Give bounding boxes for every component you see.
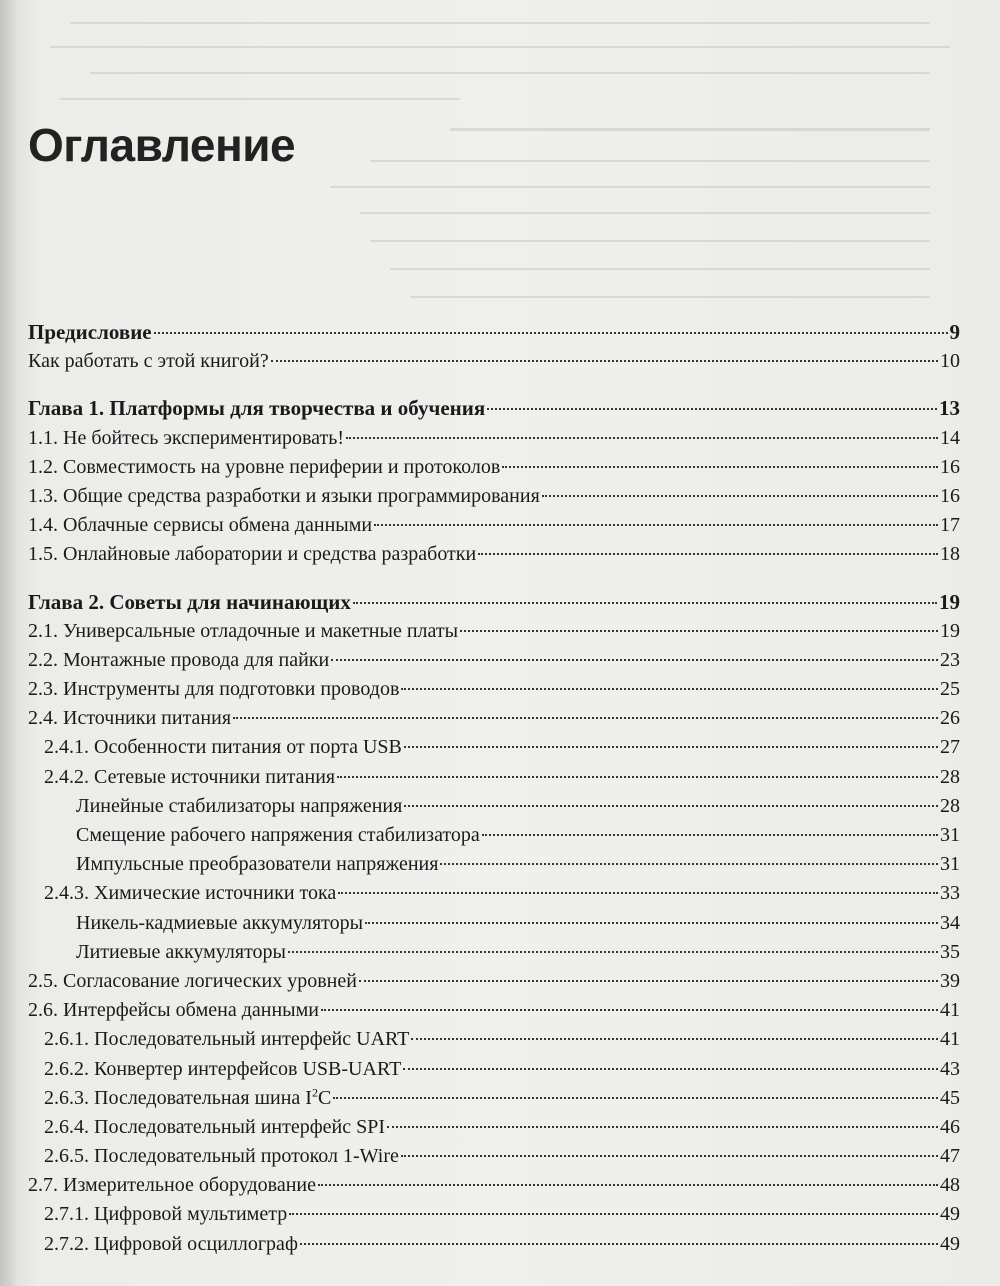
toc-entry-page-number: 27 <box>940 736 960 759</box>
dot-leader <box>271 360 938 362</box>
toc-entry-title <box>44 1230 298 1259</box>
dot-leader <box>542 495 938 497</box>
toc-entry <box>28 675 960 704</box>
toc-entry <box>28 617 960 646</box>
dot-leader <box>411 1038 938 1040</box>
toc-entry-page-number: 46 <box>940 1115 960 1138</box>
dot-leader <box>300 1243 938 1245</box>
toc-entry <box>28 996 960 1025</box>
dot-leader <box>482 834 938 836</box>
toc-entry-title <box>44 1113 385 1142</box>
toc-entry <box>28 453 960 482</box>
toc-entry-title-text: 2.6.3. Последовательная шина I <box>44 1086 312 1109</box>
toc-entry-page-number: 28 <box>940 794 960 817</box>
toc-entry-page-number: 31 <box>940 853 960 876</box>
dot-leader <box>233 717 938 719</box>
page-binding-shadow <box>0 0 18 1286</box>
toc-entry-title <box>44 879 336 908</box>
dot-leader <box>374 524 938 526</box>
dot-leader <box>487 408 937 410</box>
toc-entry-title-text: Никель-кадмиевые аккумуляторы <box>76 911 364 934</box>
toc-entry <box>28 763 960 792</box>
toc-entry-superscript: 2 <box>311 1085 318 1100</box>
toc-entry <box>28 1142 960 1171</box>
toc-entry-title <box>76 938 286 967</box>
toc-entry <box>28 967 960 996</box>
toc-entry-title-text: 2.4.3. Химические источники тока <box>44 882 337 905</box>
toc-entry-title-text: Предисловие <box>28 320 152 344</box>
toc-entry-title <box>44 1200 287 1229</box>
dot-leader <box>321 1009 938 1011</box>
toc-entry-title-text: 2.2. Монтажные провода для пайки <box>28 648 330 671</box>
toc-entry-title-text: 1.1. Не бойтесь экспериментировать! <box>28 426 345 449</box>
toc-entry-title-text: 2.6.1. Последовательный интерфейс UART <box>44 1028 410 1051</box>
toc-entry-title <box>28 347 269 376</box>
toc-entry-title <box>28 511 372 540</box>
toc-entry-title-text: 1.5. Онлайновые лаборатории и средства разработки <box>28 543 477 566</box>
toc-entry <box>28 1055 960 1084</box>
toc-entry-title <box>28 394 485 423</box>
toc-entry <box>28 482 960 511</box>
dot-leader <box>353 602 937 604</box>
toc-entry-title-text: 1.4. Облачные сервисы обмена данными <box>28 514 373 537</box>
dot-leader <box>288 951 938 953</box>
toc-entry-page-number: 9 <box>949 320 960 344</box>
dot-leader <box>502 466 938 468</box>
toc-entry-title <box>28 646 329 675</box>
dot-leader <box>478 553 938 555</box>
toc-entry-page-number: 13 <box>939 396 960 421</box>
toc-entry-title <box>44 1142 399 1171</box>
toc-entry <box>28 1171 960 1200</box>
toc-entry-title-text: 2.7. Измерительное оборудование <box>28 1174 317 1197</box>
toc-entry-page-number: 17 <box>940 514 960 537</box>
toc-entry <box>28 879 960 908</box>
toc-entry-page-number: 34 <box>940 911 960 934</box>
toc-entry-title-text: 2.6. Интерфейсы обмена данными <box>28 999 319 1022</box>
toc-entry-title <box>28 453 500 482</box>
toc-entry-title-text: 2.4.1. Особенности питания от порта USB <box>44 736 402 759</box>
toc-entry-title <box>44 763 335 792</box>
toc-entry <box>28 733 960 762</box>
dot-leader <box>404 805 938 807</box>
dot-leader <box>333 1097 938 1099</box>
toc-entry-page-number: 16 <box>940 484 960 507</box>
toc-entry-page-number: 18 <box>940 543 960 566</box>
toc-entry-title <box>28 482 540 511</box>
toc-entry-page-number: 31 <box>940 824 960 846</box>
toc-entry-page-number: 49 <box>940 1203 960 1226</box>
toc-entry-title-text: 2.6.2. Конвертер интерфейсов USB-UART <box>44 1057 402 1080</box>
toc-entry-title-text: 2.7.1. Цифровой мультиметр <box>44 1203 288 1226</box>
toc-entry-title <box>28 704 231 733</box>
toc-entry-page-number: 48 <box>940 1174 960 1197</box>
toc-entry-title-text: 2.6.4. Последовательный интерфейс SPI <box>44 1115 386 1138</box>
toc-entry-title-text: 2.4.2. Сетевые источники питания <box>44 765 336 788</box>
toc-entry <box>28 792 960 821</box>
toc-entry-title-text: Как работать с этой книгой? <box>28 350 269 373</box>
toc-entry-page-number: 45 <box>940 1086 960 1109</box>
dot-leader <box>460 630 938 632</box>
toc-entry-page-number: 10 <box>940 350 960 373</box>
toc-entry-page-number: 16 <box>940 455 960 478</box>
toc-entry <box>28 1200 960 1229</box>
toc-entry <box>28 1113 960 1142</box>
toc-entry-title-text: 2.6.5. Последовательный протокол 1-Wire <box>44 1145 399 1168</box>
dot-leader <box>365 922 938 924</box>
toc-entry <box>28 540 960 569</box>
toc-chapter-entry <box>28 394 960 423</box>
toc-entry-page-number: 49 <box>940 1232 960 1255</box>
toc-entry-title <box>28 617 458 646</box>
toc-entry-title-text: 1.2. Совместимость на уровне периферии и протоколов <box>28 455 501 478</box>
toc-entry <box>28 424 960 453</box>
toc-entry-title-text: Смещение рабочего напряжения стабилизатора <box>76 824 480 846</box>
toc-entry-title-text: Линейные стабилизаторы напряжения <box>76 794 403 817</box>
toc-entry-title-text: Импульсные преобразователи напряжения <box>76 853 439 876</box>
dot-leader <box>346 437 938 439</box>
toc-entry-page-number: 39 <box>940 969 960 992</box>
dot-leader <box>338 892 938 894</box>
toc-chapter-entry <box>28 318 960 347</box>
toc-entry-title-text: 2.5. Согласование логических уровней <box>28 969 357 992</box>
toc-entry-page-number: 41 <box>940 999 960 1022</box>
dot-leader <box>387 1126 938 1128</box>
toc-entry-title <box>76 909 363 938</box>
toc-entry <box>28 704 960 733</box>
toc-entry-title <box>28 588 351 617</box>
dot-leader <box>403 1068 938 1070</box>
toc-entry-title-text: 2.4. Источники питания <box>28 707 232 730</box>
toc-entry-title-text: 2.7.2. Цифровой осциллограф <box>44 1232 298 1255</box>
toc-entry <box>28 511 960 540</box>
dot-leader <box>154 332 948 334</box>
toc-entry-title-text: Глава 2. Советы для начинающих <box>28 589 351 614</box>
toc-entry-page-number: 23 <box>940 648 960 671</box>
toc-entry-title-text: Литиевые аккумуляторы <box>76 940 286 963</box>
toc-entry-title <box>44 1055 401 1084</box>
dot-leader <box>337 776 938 778</box>
toc-entry <box>28 1230 960 1259</box>
toc-entry <box>28 909 960 938</box>
toc-entry-title <box>28 318 152 347</box>
toc-entry-page-number: 35 <box>940 940 960 963</box>
toc-entry-page-number: 33 <box>940 882 960 905</box>
dot-leader <box>318 1184 938 1186</box>
toc-entry <box>28 821 960 850</box>
toc-entry-title <box>28 1171 316 1200</box>
toc-chapter-entry <box>28 588 960 617</box>
toc-entry-title <box>44 733 402 762</box>
toc-entry-title <box>44 1084 331 1113</box>
toc-entry-page-number: 19 <box>940 619 960 642</box>
dot-leader <box>401 1155 938 1157</box>
toc-entry <box>28 850 960 879</box>
toc-entry <box>28 646 960 675</box>
toc-entry <box>28 938 960 967</box>
dot-leader <box>440 863 938 865</box>
toc-entry-title-text: 1.3. Общие средства разработки и языки программирования <box>28 484 540 507</box>
toc-entry <box>28 1025 960 1054</box>
toc-entry-title-text: 2.1. Универсальные отладочные и макетные платы <box>28 619 459 642</box>
toc-entry-title <box>44 1025 409 1054</box>
dot-leader <box>404 746 938 748</box>
toc-entry-page-number: 26 <box>940 707 960 730</box>
toc-entry-title-text: Глава 1. Платформы для творчества и обучения <box>28 396 486 421</box>
toc-entry-title <box>76 821 480 850</box>
toc-entry-page-number: 19 <box>939 589 960 614</box>
toc-entry-page-number: 47 <box>940 1145 960 1168</box>
toc-entry-title-text: 2.3. Инструменты для подготовки проводов <box>28 678 400 701</box>
toc-entry <box>28 1084 960 1113</box>
dot-leader <box>401 688 938 690</box>
toc-entry-page-number: 28 <box>940 765 960 788</box>
toc-entry-title <box>28 540 476 569</box>
toc-entry-page-number: 25 <box>940 678 960 701</box>
dot-leader <box>289 1213 938 1215</box>
toc-entry-page-number: 14 <box>940 426 960 449</box>
toc-entry-title <box>76 792 402 821</box>
toc-entry-title <box>76 850 438 879</box>
dot-leader <box>359 980 938 982</box>
table-of-contents <box>28 318 960 1259</box>
toc-entry-title <box>28 424 344 453</box>
toc-entry <box>28 347 960 376</box>
toc-entry-title <box>28 675 399 704</box>
toc-entry-page-number: 43 <box>940 1057 960 1080</box>
toc-entry-title-suffix: C <box>317 1086 332 1109</box>
toc-entry-title <box>28 967 357 996</box>
dot-leader <box>331 659 938 661</box>
toc-entry-title <box>28 996 319 1025</box>
page-title: Оглавление <box>28 119 296 171</box>
toc-entry-page-number: 41 <box>940 1028 960 1051</box>
